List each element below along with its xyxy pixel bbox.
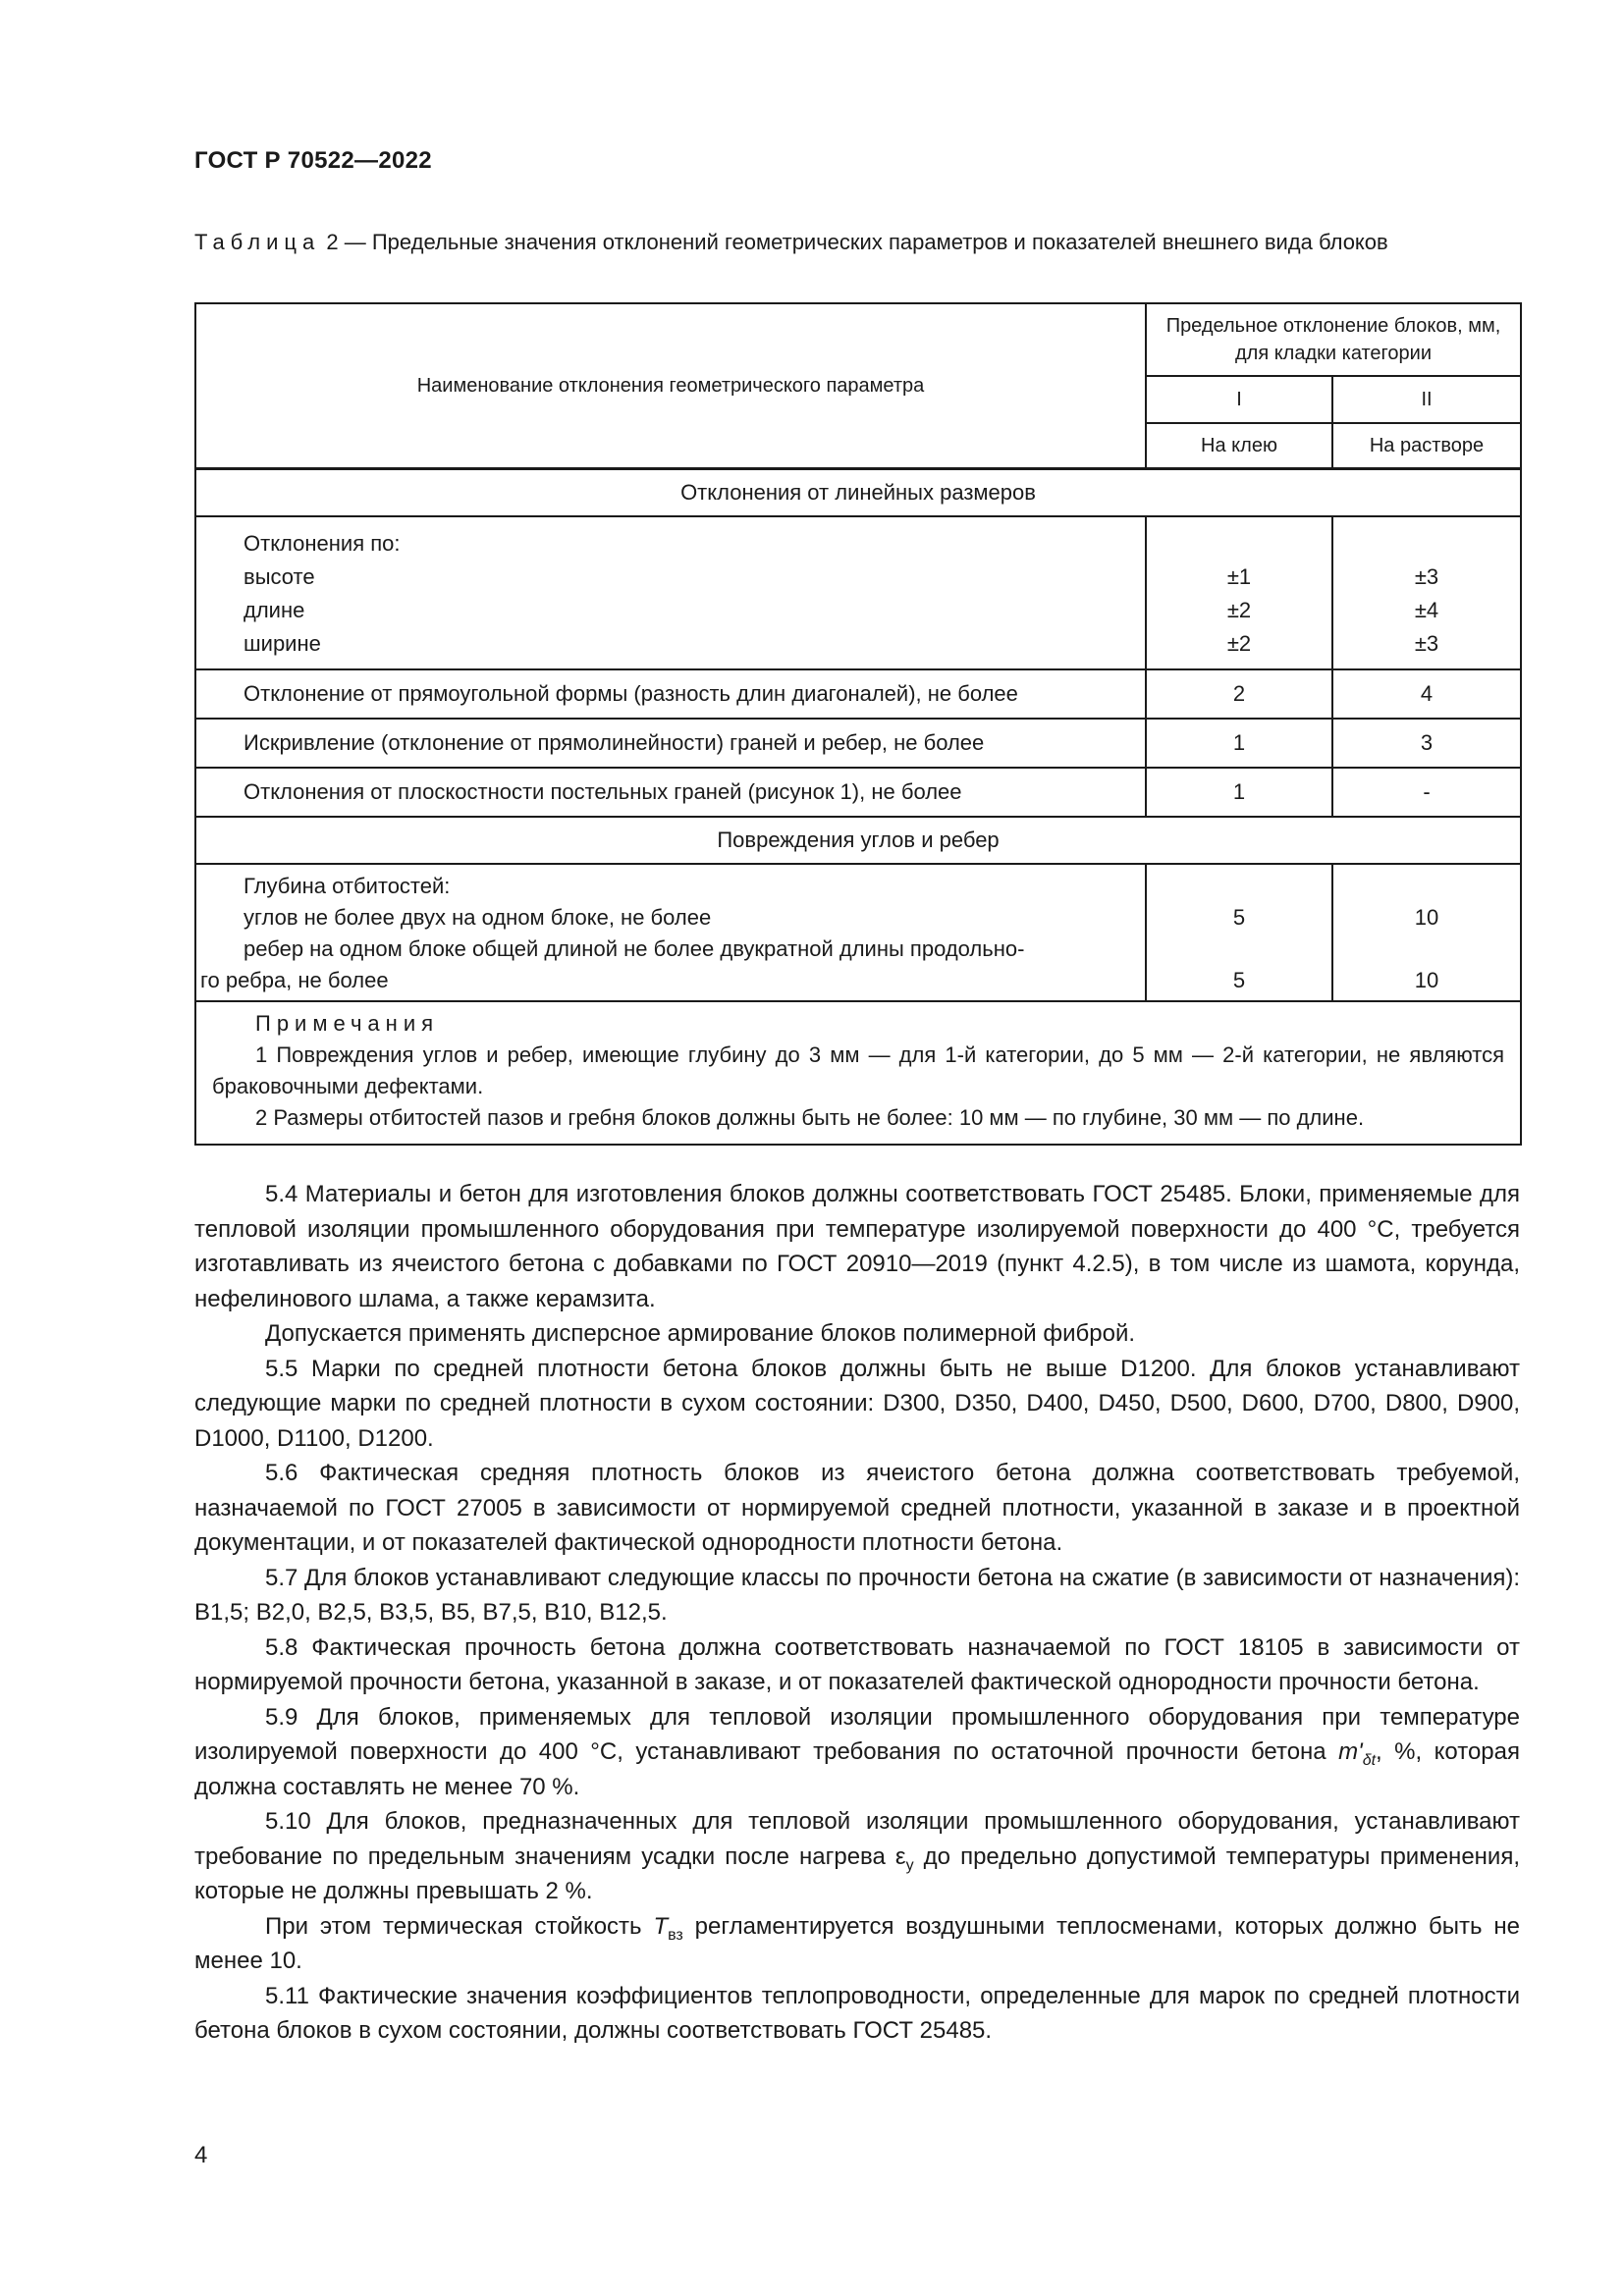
dims-label: Отклонения по: bbox=[244, 531, 401, 556]
paragraph-5-8: 5.8 Фактическая прочность бетона должна соответствовать назначаемой по ГОСТ 18105 в зависимости от нормируемой прочности бетона, указанной в заказе, и от показателей фактической однородности прочности бетона. bbox=[194, 1633, 1520, 1695]
row-curvature-label: Искривление (отклонение от прямолинейности) граней и ребер, не более bbox=[195, 719, 1146, 768]
dim-height-v2: ±3 bbox=[1414, 564, 1439, 589]
chips-param-cell bbox=[195, 864, 1146, 1001]
dim-height-label: высоте bbox=[244, 564, 315, 589]
table-row bbox=[195, 864, 1521, 1001]
chips-cat2-cell bbox=[1332, 864, 1521, 1001]
row-flatness-label: Отклонения от плоскостности постельных граней (рисунок 1), не более bbox=[195, 768, 1146, 817]
chips-cat1-cell bbox=[1146, 864, 1332, 1001]
header-method-glue: На клею bbox=[1146, 423, 1332, 469]
chips-label: Глубина отбитостей: bbox=[244, 874, 451, 898]
document-code: ГОСТ Р 70522—2022 bbox=[194, 147, 432, 174]
row-curvature-v2: 3 bbox=[1332, 719, 1521, 768]
row-rectangularity-label: Отклонение от прямоугольной формы (разность длин диагоналей), не более bbox=[195, 669, 1146, 719]
dim-width-v2: ±3 bbox=[1414, 631, 1439, 656]
paragraph-5-10-thermal: При этом термическая стойкость $T_{вз}$ регламентируется воздушными теплосменами, которых должно быть не менее 10. bbox=[194, 1912, 1520, 1974]
header-deviation: Предельное отклонение блоков, мм, для кладки категории bbox=[1146, 303, 1521, 376]
paragraph-5-9: 5.9 Для блоков, применяемых для тепловой изоляции промышленного оборудования при температуре изолируемой поверхности до 400 °С, устанавливают требования по остаточной прочности бетона $m'_{\delta t}$, %, которая должна составлять не менее 70 %. bbox=[194, 1703, 1520, 1800]
chips-corners-v2: 10 bbox=[1414, 905, 1439, 930]
chips-edges-label-line2: го ребра, не более bbox=[200, 968, 389, 992]
dim-length-v1: ±2 bbox=[1226, 598, 1252, 622]
page-number: 4 bbox=[194, 2142, 208, 2168]
table-row bbox=[195, 516, 1521, 669]
paragraph-5-7: 5.7 Для блоков устанавливают следующие классы по прочности бетона на сжатие (в зависимости от назначения): B1,5; B2,0, B2,5, B3,5, B5, B7,5, B10, B12,5. bbox=[194, 1564, 1520, 1626]
paragraph-5-10: 5.10 Для блоков, предназначенных для тепловой изоляции промышленного оборудования, устанавливают требование по предельным значениям усадки после нагрева $\varepsilon_у$ до предельно допустимой температуры применения, которые не должны превышать 2 %. bbox=[194, 1808, 1520, 1904]
paragraph-5-4: 5.4 Материалы и бетон для изготовления блоков должны соответствовать ГОСТ 25485. Блоки, применяемые для тепловой изоляции промышленного оборудования при температуре изолируемой поверхности до 400 °С, требуется изготавливать из ячеистого бетона с добавками по ГОСТ 20910—2019 (пункт 4.2.5), в том числе из шамота, корунда, нефелинового шлама, а также керамзита. bbox=[194, 1181, 1520, 1312]
paragraph-5-11: 5.11 Фактические значения коэффициентов теплопроводности, определенные для марок по средней плотности бетона блоков в сухом состоянии, должны соответствовать ГОСТ 25485. bbox=[194, 1982, 1520, 2044]
table-caption bbox=[194, 228, 1518, 257]
row-rectangularity-v1: 2 bbox=[1146, 669, 1332, 719]
notes-title: Примечания bbox=[255, 1011, 440, 1036]
dims-cat2-cell bbox=[1332, 516, 1521, 669]
section-corner-damage: Повреждения углов и ребер bbox=[195, 817, 1521, 864]
row-rectangularity-v2: 4 bbox=[1332, 669, 1521, 719]
thermal-resistance-symbol: T bbox=[653, 1912, 669, 1940]
header-method-mortar: На растворе bbox=[1332, 423, 1521, 469]
chips-edges-v1: 5 bbox=[1232, 968, 1246, 992]
body-text bbox=[194, 1177, 1520, 2049]
row-curvature-v1: 1 bbox=[1146, 719, 1332, 768]
table-notes bbox=[195, 1001, 1521, 1145]
paragraph-5-6: 5.6 Фактическая средняя плотность блоков из ячеистого бетона должна соответствовать требуемой, назначаемой по ГОСТ 27005 в зависимости от нормируемой средней плотности, указанной в заказе и в проектной документации, и от показателей фактической однородности плотности бетона. bbox=[194, 1460, 1520, 1556]
table-caption-text: 2 — Предельные значения отклонений геометрических параметров и показателей внешнего вида блоков bbox=[320, 230, 1388, 254]
chips-corners-v1: 5 bbox=[1232, 905, 1246, 930]
table-row bbox=[195, 669, 1521, 719]
dim-height-v1: ±1 bbox=[1226, 564, 1252, 589]
chips-edges-label-line1: ребер на одном блоке общей длиной не более двукратной длины продольно- bbox=[244, 936, 1025, 961]
note-1: 1 Повреждения углов и ребер, имеющие глубину до 3 мм — для 1-й категории, до 5 мм — 2-й категории, не являются браковочными дефектами. bbox=[212, 1042, 1505, 1098]
header-category-2: II bbox=[1332, 376, 1521, 423]
deviations-table bbox=[194, 302, 1522, 1146]
dim-width-label: ширине bbox=[244, 631, 321, 656]
row-flatness-v2: - bbox=[1332, 768, 1521, 817]
dims-param-cell bbox=[195, 516, 1146, 669]
section-linear-dimensions: Отклонения от линейных размеров bbox=[195, 469, 1521, 517]
table-caption-label: Таблица bbox=[194, 230, 321, 254]
header-category-1: I bbox=[1146, 376, 1332, 423]
dim-length-v2: ±4 bbox=[1414, 598, 1439, 622]
chips-edges-v2: 10 bbox=[1414, 968, 1439, 992]
table-row bbox=[195, 768, 1521, 817]
chips-corners-label: углов не более двух на одном блоке, не более bbox=[244, 905, 712, 930]
dims-cat1-cell bbox=[1146, 516, 1332, 669]
residual-strength-symbol: m' bbox=[1338, 1738, 1363, 1765]
header-param-name: Наименование отклонения геометрического параметра bbox=[195, 303, 1146, 469]
note-2: 2 Размеры отбитостей пазов и гребня блоков должны быть не более: 10 мм — по глубине, 30 мм — по длине. bbox=[255, 1105, 1365, 1130]
row-flatness-v1: 1 bbox=[1146, 768, 1332, 817]
paragraph-5-5: 5.5 Марки по средней плотности бетона блоков должны быть не выше D1200. Для блоков устанавливают следующие марки по средней плотности в сухом состоянии: D300, D350, D400, D450, D500, D600, D700, D800, D900, D1000, D1100, D1200. bbox=[194, 1355, 1520, 1452]
dim-width-v1: ±2 bbox=[1226, 631, 1252, 656]
paragraph-5-4-fiber: Допускается применять дисперсное армирование блоков полимерной фиброй. bbox=[265, 1320, 1136, 1347]
dim-length-label: длине bbox=[244, 598, 305, 622]
table-row bbox=[195, 719, 1521, 768]
